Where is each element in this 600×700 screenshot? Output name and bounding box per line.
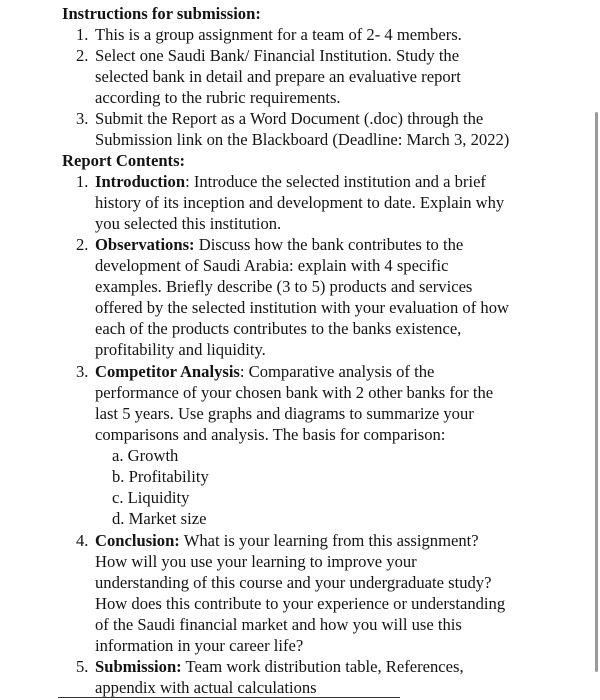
- report-2-title: Observations:: [95, 235, 195, 254]
- report-1-line-1: [95, 171, 486, 192]
- bottom-rule: [58, 697, 400, 698]
- instruction-3-line-2: Submission link on the Blackboard (Deadline: March 3, 2022): [95, 130, 510, 149]
- instruction-1-line-1: This is a group assignment for a team of 2- 4 members.: [95, 25, 462, 44]
- report-4-line-2: How will you use your learning to improve your: [95, 552, 417, 571]
- instruction-2-line-1: Select one Saudi Bank/ Financial Institution. Study the: [95, 46, 460, 65]
- vertical-scrollbar[interactable]: [595, 112, 598, 672]
- report-heading: Report Contents:: [62, 151, 186, 170]
- instructions-heading: Instructions for submission:: [62, 4, 261, 23]
- report-2-line-3: examples. Briefly describe (3 to 5) products and services: [95, 277, 473, 296]
- report-4-line-5: of the Saudi financial market and how you will use this: [95, 615, 462, 634]
- instruction-2-number: 2.: [76, 46, 89, 65]
- report-5-line-1: [95, 656, 464, 677]
- report-4-line-3: understanding of this course and your undergraduate study?: [95, 573, 492, 592]
- report-3-subitem-market-size: d. Market size: [112, 509, 207, 528]
- report-2-line-5: each of the products contributes to the banks existence,: [95, 319, 462, 338]
- report-5-title: Submission:: [95, 657, 182, 676]
- instruction-3-line-1: Submit the Report as a Word Document (.doc) through the: [95, 109, 484, 128]
- instruction-3-number: 3.: [76, 109, 89, 128]
- report-4-title: Conclusion:: [95, 531, 180, 550]
- report-2-first-rest: Discuss how the bank contributes to the: [194, 235, 464, 254]
- instruction-2-line-2: selected bank in detail and prepare an evaluative report: [95, 67, 461, 86]
- report-5-number: 5.: [76, 657, 89, 676]
- report-3-subitem-growth: a. Growth: [112, 446, 179, 465]
- report-1-line-2: history of its inception and development to date. Explain why: [95, 193, 505, 212]
- report-4-first-rest: What is your learning from this assignment?: [179, 531, 479, 550]
- report-3-subitem-profitability: b. Profitability: [112, 467, 209, 486]
- instruction-1-number: 1.: [76, 25, 89, 44]
- report-2-line-4: offered by the selected institution with your evaluation of how: [95, 298, 509, 317]
- report-4-line-6: information in your career life?: [95, 636, 304, 655]
- report-5-line-2: appendix with actual calculations: [95, 678, 317, 697]
- report-1-line-3: you selected this institution.: [95, 214, 282, 233]
- report-4-number: 4.: [76, 531, 89, 550]
- report-3-title: Competitor Analysis: [95, 362, 240, 381]
- report-3-line-3: last 5 years. Use graphs and diagrams to summarize your: [95, 404, 474, 423]
- report-4-line-4: How does this contribute to your experience or understanding: [95, 594, 506, 613]
- report-2-number: 2.: [76, 235, 89, 254]
- report-2-line-1: [95, 234, 463, 255]
- report-1-number: 1.: [76, 172, 89, 191]
- report-2-line-2: development of Saudi Arabia: explain with 4 specific: [95, 256, 449, 275]
- report-4-line-1: [95, 530, 479, 551]
- report-5-first-rest: Team work distribution table, References,: [181, 657, 464, 676]
- instruction-2-line-3: according to the rubric requirements.: [95, 88, 341, 107]
- report-3-first-rest: : Comparative analysis of the: [239, 362, 435, 381]
- report-3-line-1: [95, 361, 434, 382]
- report-3-line-2: performance of your chosen bank with 2 other banks for the: [95, 383, 494, 402]
- report-3-number: 3.: [76, 362, 89, 381]
- report-3-subitem-liquidity: c. Liquidity: [112, 488, 190, 507]
- report-1-title: Introduction: [95, 172, 186, 191]
- report-3-line-4: comparisons and analysis. The basis for comparison:: [95, 425, 446, 444]
- report-2-line-6: profitability and liquidity.: [95, 340, 266, 359]
- report-1-first-rest: : Introduce the selected institution and a brief: [185, 172, 486, 191]
